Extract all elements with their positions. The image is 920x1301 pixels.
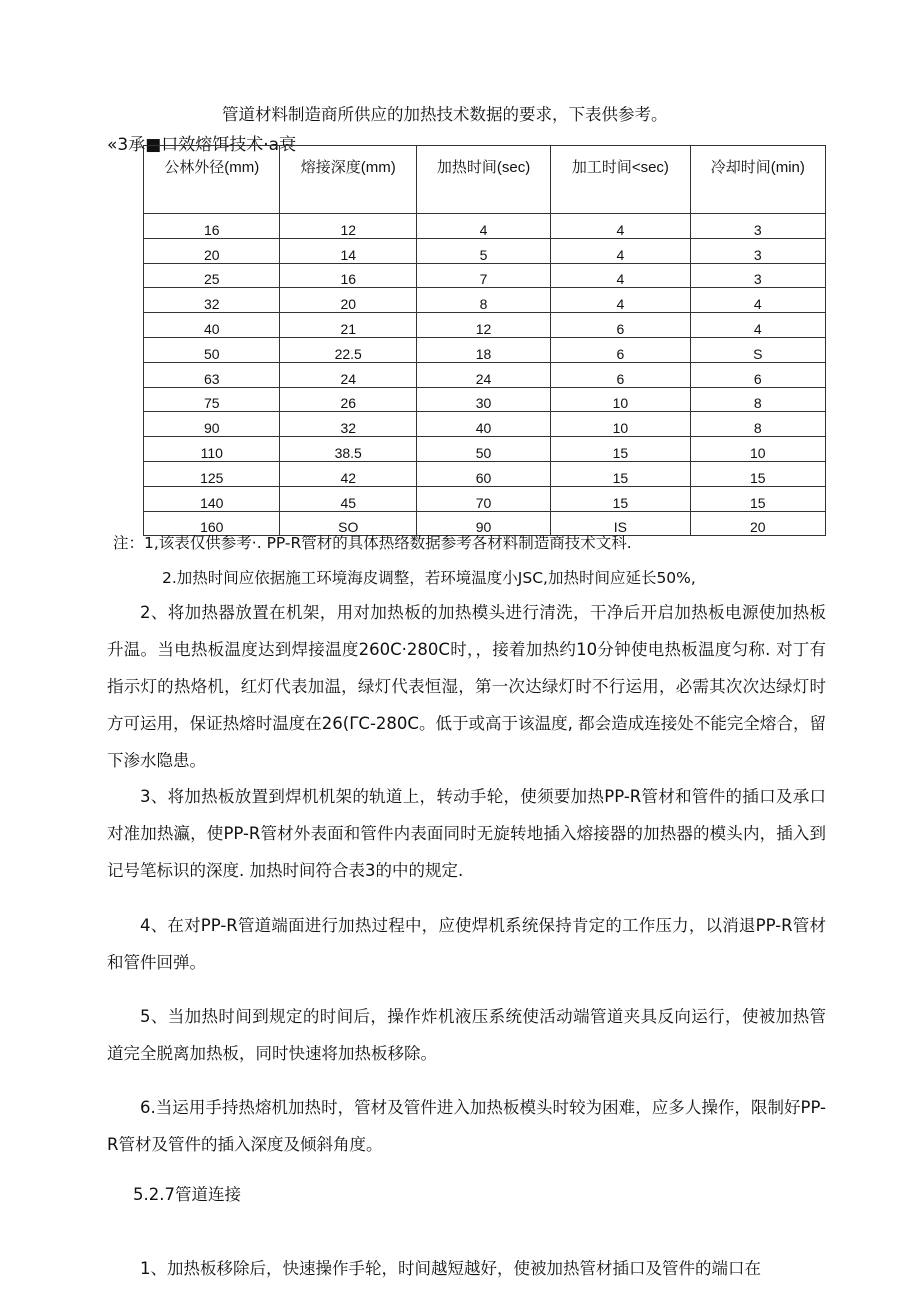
table-cell: 110 [144,437,280,462]
table-cell: 20 [144,238,280,263]
heating-data-table [143,145,826,536]
table-cell: 4 [690,313,825,338]
paragraph-step-6 [107,1089,826,1163]
table-cell: 15 [551,486,691,511]
table-header-row [144,146,826,214]
section-heading: 5.2.7管道连接 [133,1185,241,1204]
table-cell: 3 [690,214,825,239]
table-cell: 160 [144,511,280,536]
table-cell: 6 [551,337,691,362]
table-row [144,263,826,288]
table-cell: 26 [280,387,416,412]
table-cell: 14 [280,238,416,263]
table-row [144,486,826,511]
table-cell: 20 [280,288,416,313]
table-cell: 6 [551,362,691,387]
column-header: 公林外径(mm) [144,146,280,214]
table-row [144,337,826,362]
table-cell: 32 [144,288,280,313]
table-cell: 10 [551,412,691,437]
table-cell: S [690,337,825,362]
paragraph-step-3 [107,778,826,889]
table-row [144,214,826,239]
last-paragraph: 1、加热板移除后，快速操作手轮，时间越短越好，使被加热管材插口及管件的端口在 [140,1259,761,1278]
table-cell: 18 [416,337,550,362]
table-cell: 40 [416,412,550,437]
table-cell: 125 [144,461,280,486]
table-cell: 6 [551,313,691,338]
table-cell: 4 [416,214,550,239]
table-caption: «3承■口效熔饵技术·a衰 [107,135,297,155]
table-cell: 3 [690,263,825,288]
table-cell: 20 [690,511,825,536]
table-cell: 50 [144,337,280,362]
table-row [144,313,826,338]
table-cell: 45 [280,486,416,511]
table-cell: SO [280,511,416,536]
table-cell: 38.5 [280,437,416,462]
table-cell: 7 [416,263,550,288]
table-cell: 16 [144,214,280,239]
table-cell: 12 [280,214,416,239]
paragraph-step-2 [107,594,826,779]
paragraph-step-4 [107,907,826,981]
table-cell: 4 [690,288,825,313]
table-cell: 140 [144,486,280,511]
table-cell: 32 [280,412,416,437]
column-header: 加热时间(sec) [416,146,550,214]
table-cell: IS [551,511,691,536]
table-row [144,387,826,412]
table-cell: 4 [551,263,691,288]
column-header: 熔接深度(mm) [280,146,416,214]
table-cell: 42 [280,461,416,486]
table-row [144,362,826,387]
column-header: 加工时间<sec) [551,146,691,214]
table-cell: 21 [280,313,416,338]
table-row [144,437,826,462]
table-cell: 50 [416,437,550,462]
table-cell: 22.5 [280,337,416,362]
table-cell: 15 [690,461,825,486]
table-note-1: 注：1,该表仅供参考·. PP-R管材的具体热络数据参考各材料制造商技术文科. [113,534,632,552]
intro-text: 管道材料制造商所供应的加热技术数据的要求，下表供参考。 [222,105,668,124]
table-row [144,288,826,313]
paragraph-text: 5、当加热时间到规定的时间后，操作炸机液压系统使活动端管道夹具反向运行，使被加热管道完全脱离加热板，同时快速将加热板移除。 [107,1007,826,1063]
table-cell: 12 [416,313,550,338]
table-cell: 15 [551,461,691,486]
column-header: 冷却时间(min) [690,146,825,214]
table-cell: 8 [690,387,825,412]
table-cell: 4 [551,288,691,313]
table-cell: 60 [416,461,550,486]
table-cell: 4 [551,238,691,263]
paragraph-text: 6.当运用手持热熔机加热时，管材及管件进入加热板模头时较为困难，应多人操作，限制好PP-R管材及管件的插入深度及倾斜角度。 [107,1098,826,1154]
table-cell: 70 [416,486,550,511]
table-cell: 24 [416,362,550,387]
table-cell: 16 [280,263,416,288]
table-cell: 30 [416,387,550,412]
table-cell: 6 [690,362,825,387]
table-cell: 90 [416,511,550,536]
paragraph-step-5 [107,998,826,1072]
table-cell: 40 [144,313,280,338]
table-cell: 15 [690,486,825,511]
table-cell: 25 [144,263,280,288]
table-cell: 5 [416,238,550,263]
table-row [144,461,826,486]
table-cell: 8 [690,412,825,437]
paragraph-text: 3、将加热板放置到焊机机架的轨道上，转动手轮，使须要加热PP-R管材和管件的插口及承口对准加热瀛，使PP-R管材外表面和管件内表面同时无旋转地插入熔接器的加热器的模头内，插入到记号笔标识的深度. 加热时间符合表3的中的规定. [107,787,826,880]
table-cell: 8 [416,288,550,313]
table-cell: 90 [144,412,280,437]
table-cell: 63 [144,362,280,387]
table-cell: 10 [551,387,691,412]
table-note-2: 2.加热时间应依据施工环境海皮调整，若环境温度小JSC,加热时间应延长50%, [162,569,696,587]
paragraph-text: 4、在对PP-R管道端面进行加热过程中，应使焊机系统保持肯定的工作压力，以消退PP-R管材和管件回弹。 [107,916,826,972]
paragraph-text: 2、将加热器放置在机架，用对加热板的加热模头进行清洗，干净后开启加热板电源使加热板升温。当电热板温度达到焊接温度260C·280C时，，接着加热约10分钟使电热板温度匀称. 对丁有指示灯的热烙机，红灯代表加温，绿灯代表恒湿，第一次达绿灯时不行运用，必需其次次达绿灯时方可运用，保证热熔时温度在26(ΓC-280C。低于或高于该温度, 都会造成连接处不能完全熔合，留下渗水隐患。 [107,603,826,770]
table-row [144,412,826,437]
table-cell: 15 [551,437,691,462]
table-cell: 75 [144,387,280,412]
table-cell: 4 [551,214,691,239]
table-cell: 3 [690,238,825,263]
table-cell: 24 [280,362,416,387]
table-cell: 10 [690,437,825,462]
table-row [144,238,826,263]
